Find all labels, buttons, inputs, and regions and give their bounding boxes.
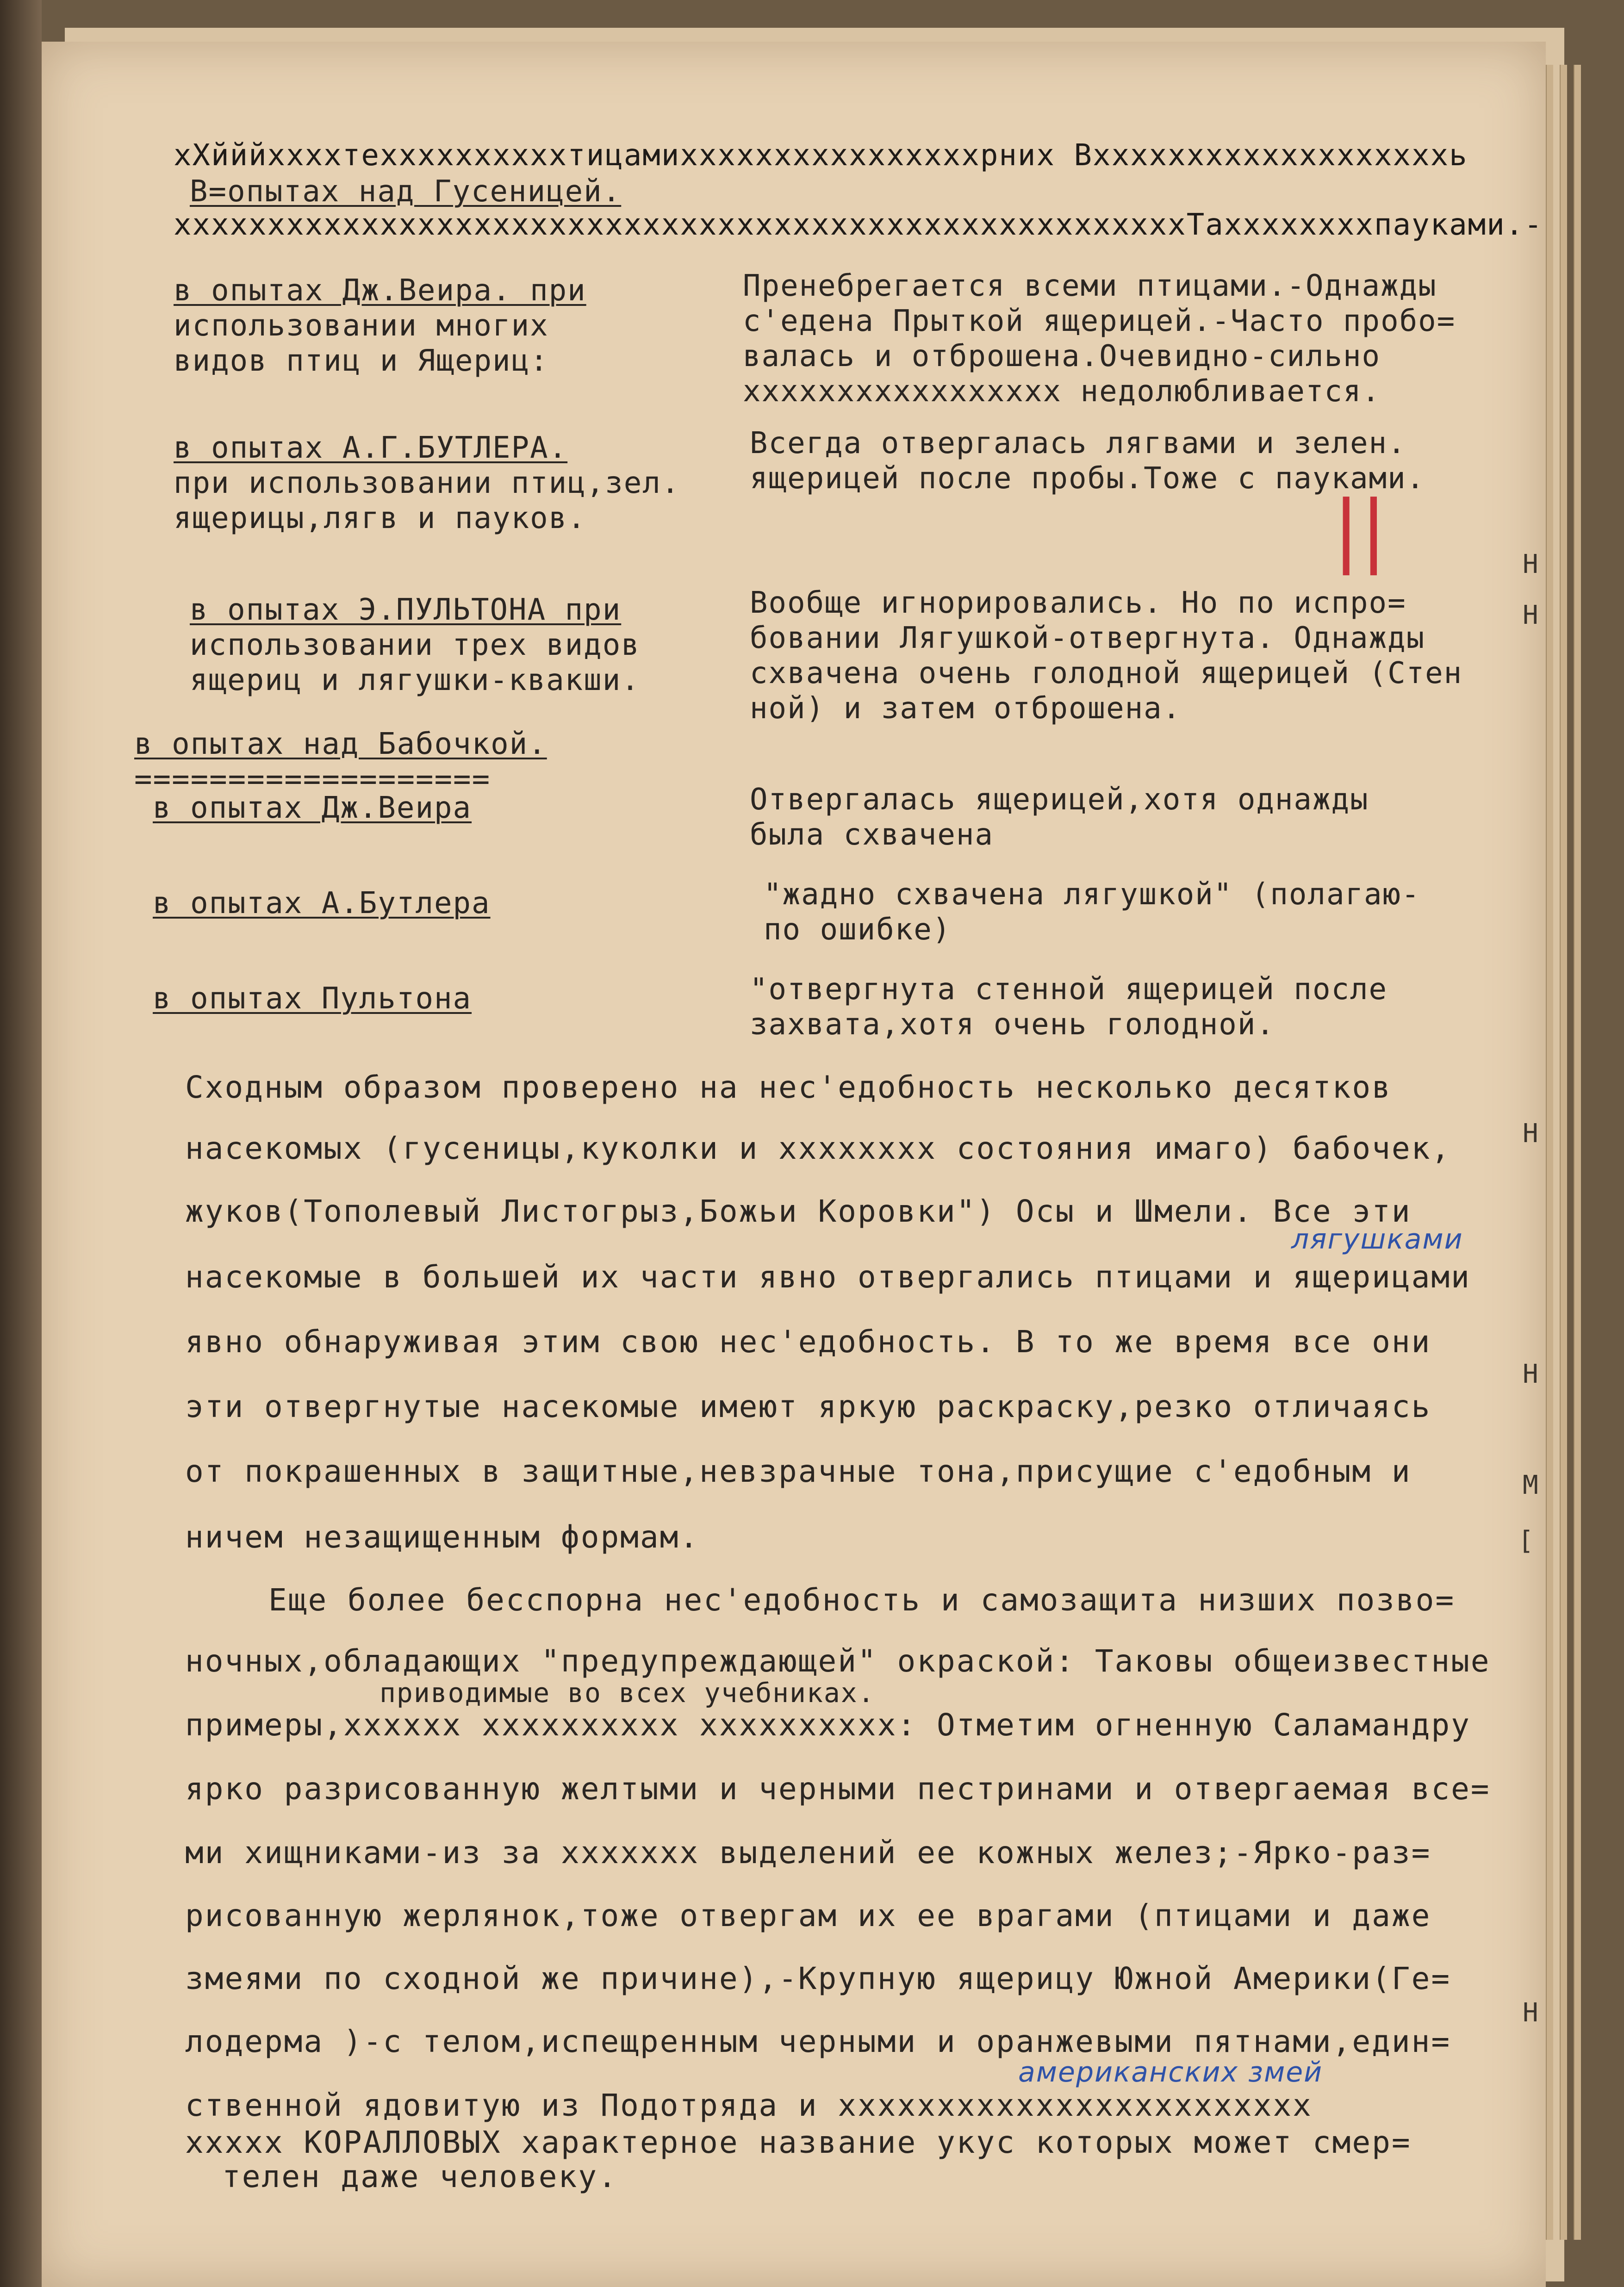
heading-butterfly: в опытах над Бабочкой. =================== [134,727,547,796]
paragraph-1-line: явно обнаруживая этим свою нес'едобность. В то же время все они [185,1324,1431,1360]
left-entry-butler: в опытах А.Г.БУТЛЕРА. при использовании птиц,зел. ящерицы,лягв и пауков. [174,431,680,535]
typed-insert-textbooks: приводимые во всех учебниках. [380,1677,875,1709]
paragraph-2-line: ярко разрисованную желтыми и черными пестринами и отвергаемая все= [185,1771,1491,1807]
left-entry-weir: в опытах Дж.Веира. при использовании многих видов птиц и Ящериц: [174,273,586,378]
left-entry-poulton: в опытах Э.ПУЛЬТОНА при использовании трех видов ящериц и лягушки-квакши. [190,593,640,697]
heading-caterpillar: В=опытах над Гусеницей. [190,174,622,209]
paragraph-2-line: рисованную жерлянок,тоже отвергам их ее врагами (птицами и даже [185,1898,1431,1933]
page-edge [1546,65,1553,2240]
right-entry-poulton-butterfly: "отвергнута стенной ящерицей после захвата,хотя очень голодной. [750,972,1388,1042]
paragraph-1-line: ничем незащищенным формам. [185,1519,700,1555]
struck-header-line: xXйййxxxxтexxxxxxxxxxтицамиxxxxxxxxxxxxxxxxрних Вxxxxxxxxxxxxxxxxxxxь [174,138,1468,173]
right-entry-poulton: Вообще игнорировались. Но по испро= бовании Лягушкой-отвергнута. Однажды схвачена очень голодной ящерицей (Стен ной) и затем отброшена. [750,586,1463,726]
paragraph-2-line: лодерма )-с телом,испещренным черными и оранжевыми пятнами,един= [185,2024,1451,2059]
paragraph-2-line: ночных,обладающих "предупреждающей" окраской: Таковы общеизвестные [185,1643,1491,1679]
margin-mark: H [1523,1998,1539,2028]
handwritten-insert-american: американских змей [1018,2056,1323,2088]
struck-header-line: xxxxxxxxxxxxxxxxxxxxxxxxxxxxxxxxxxxxxxxxxxxxxxxxxxxxxxТаxxxxxxxxпауками.- [174,208,1543,242]
paragraph-2-line: змеями по сходной же причине),-Крупную ящерицу Южной Америки(Ге= [185,1961,1451,1996]
page-edge [1574,65,1581,2240]
red-margin-mark: || [1333,484,1388,576]
margin-mark: M [1523,1470,1539,1500]
margin-mark: H [1523,1359,1539,1389]
left-entry-butler-butterfly: в опытах А.Бутлера [153,886,491,920]
paragraph-1-line: от покрашенных в защитные,невзрачные тона,присущие с'едобным и [185,1454,1412,1489]
paragraph-1-line: Сходным образом проверено на нес'едобность несколько десятков [185,1069,1392,1105]
paragraph-1-line: насекомые в большей их части явно отвергались птицами и ящерицами [185,1259,1471,1295]
margin-mark: H [1523,1119,1539,1149]
paragraph-2-line: ственной ядовитую из Подотряда и xxxxxxxxxxxxxxxxxxxxxxxx [185,2088,1313,2123]
paragraph-2-line: Еще более бесспорна нес'едобность и самозащита низших позво= [268,1582,1456,1618]
paragraph-1-line: эти отвергнутые насекомые имеют яркую раскраску,резко отличаясь [185,1389,1431,1424]
paragraph-1-line: насекомых (гусеницы,куколки и xxxxxxxx состояния имаго) бабочек, [185,1131,1451,1166]
left-entry-poulton-butterfly: в опытах Пультона [153,982,472,1016]
right-entry-weir: Пренебрегается всеми птицами.-Однажды с'едена Прыткой ящерицей.-Часто пробо= валась и отброшена.Очевидно-сильно xxxxxxxxxxxxxxxxx недолюбливается. [743,269,1456,409]
page-edge [1560,65,1567,2240]
paragraph-2-line: примеры,xxxxxx xxxxxxxxxx xxxxxxxxxx: Отметим огненную Саламандру [185,1707,1471,1743]
right-entry-butler: Всегда отвергалась лягвами и зелен. ящерицей после пробы.Тоже с пауками. [750,426,1425,496]
book-binding [0,0,42,2287]
paragraph-2-line: xxxxx КОРАЛЛОВЫХ характерное название укус которых может смер= [185,2125,1412,2160]
paragraph-2-line: ми хищниками-из за xxxxxxx выделений ее кожных желез;-Ярко-раз= [185,1835,1431,1871]
paragraph-1-line: жуков(Тополевый Листогрыз,Божьи Коровки") Осы и Шмели. Все эти [185,1193,1412,1229]
margin-mark: [ [1518,1526,1535,1556]
margin-mark: H [1523,549,1539,579]
right-entry-weir-butterfly: Отвергалась ящерицей,хотя однажды была схвачена [750,783,1369,852]
paragraph-2-line: телен даже человеку. [222,2159,618,2194]
right-entry-butler-butterfly: "жадно схвачена лягушкой" (полагаю- по ошибке) [764,877,1420,947]
margin-mark: H [1523,600,1539,630]
left-entry-weir-butterfly: в опытах Дж.Веира [153,791,472,825]
handwritten-insert-frogs: лягушками [1291,1223,1463,1255]
